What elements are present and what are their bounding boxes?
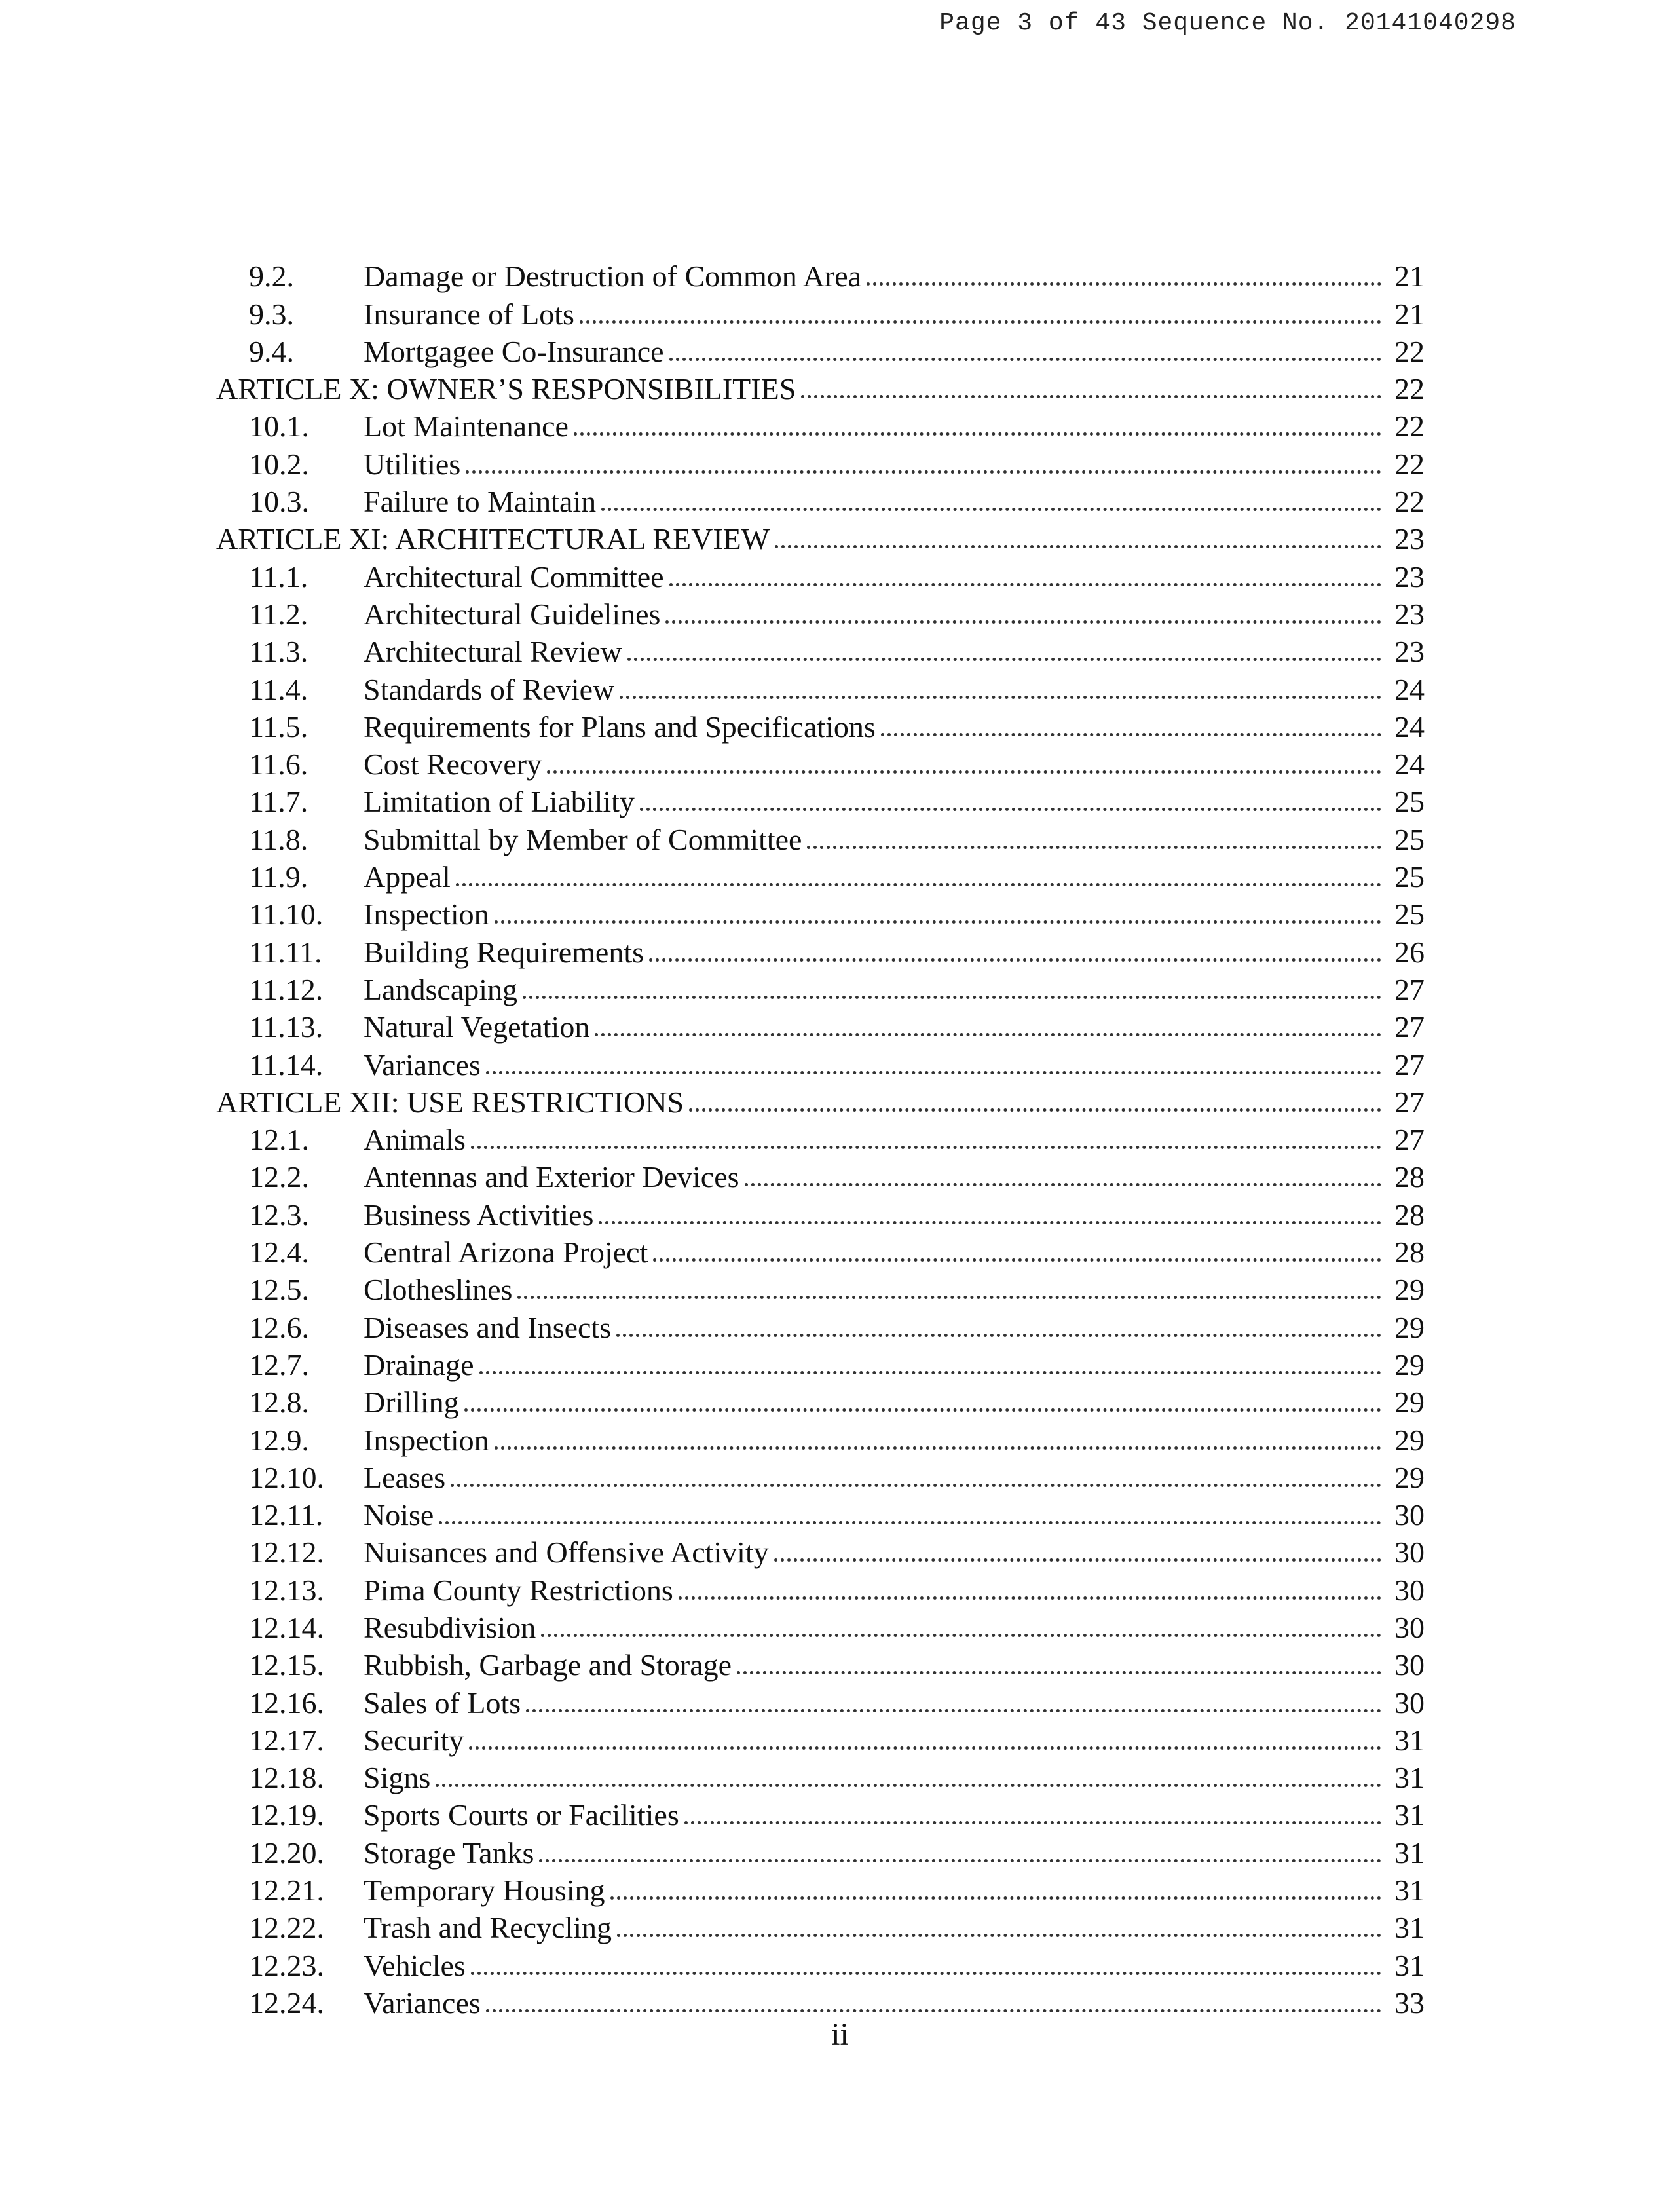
- toc-section-title: Nuisances and Offensive Activity: [364, 1536, 769, 1570]
- toc-article-title: ARTICLE XII: USE RESTRICTIONS: [216, 1085, 684, 1119]
- toc-section-title: Pima County Restrictions: [364, 1573, 673, 1607]
- toc-section-row: [216, 1756, 1425, 1793]
- toc-section-number: 12.4.: [249, 1235, 309, 1270]
- toc-section-row: [216, 254, 1425, 292]
- toc-section-row: [216, 330, 1425, 367]
- toc-section-title: Animals: [364, 1123, 466, 1157]
- toc-section-number: 12.21.: [249, 1874, 324, 1908]
- toc-page-number: 21: [1394, 259, 1425, 293]
- toc-page-number: 23: [1394, 559, 1425, 594]
- toc-section-number: 10.2.: [249, 447, 309, 481]
- dot-leader: [684, 1821, 1381, 1824]
- toc-section-row: [216, 1268, 1425, 1305]
- toc-section-row: [216, 1230, 1425, 1268]
- toc-page-number: 31: [1394, 1836, 1425, 1870]
- toc-section-title: Utilities: [364, 447, 461, 481]
- toc-section-title: Inspection: [364, 1423, 489, 1457]
- toc-section-title: Failure to Maintain: [364, 485, 597, 519]
- dot-leader: [469, 1746, 1381, 1750]
- toc-page-number: 24: [1394, 747, 1425, 782]
- toc-page-number: 23: [1394, 597, 1425, 631]
- dot-leader: [807, 846, 1381, 849]
- toc-page-number: 31: [1394, 1723, 1425, 1757]
- dot-leader: [679, 1596, 1381, 1600]
- toc-section-row: [216, 1343, 1425, 1380]
- toc-section-number: 12.5.: [249, 1273, 309, 1307]
- toc-section-row: [216, 780, 1425, 817]
- toc-section-title: Natural Vegetation: [364, 1010, 590, 1044]
- toc-section-row: [216, 1830, 1425, 1868]
- toc-section-row: [216, 855, 1425, 892]
- toc-section-title: Antennas and Exterior Devices: [364, 1160, 739, 1194]
- toc-page-number: 29: [1394, 1385, 1425, 1420]
- dot-leader: [479, 1371, 1381, 1374]
- dot-leader: [439, 1521, 1381, 1524]
- toc-section-number: 11.10.: [249, 897, 324, 932]
- dot-leader: [610, 1896, 1381, 1900]
- toc-page-number: 28: [1394, 1160, 1425, 1194]
- toc-section-row: [216, 1906, 1425, 1943]
- toc-page-number: 30: [1394, 1648, 1425, 1682]
- toc-section-title: Drilling: [364, 1385, 459, 1420]
- toc-section-row: [216, 1005, 1425, 1042]
- toc-section-title: Noise: [364, 1498, 434, 1532]
- dot-leader: [471, 1972, 1381, 1975]
- toc-page-number: 23: [1394, 522, 1425, 556]
- dot-leader: [653, 1258, 1381, 1262]
- toc-section-number: 12.22.: [249, 1911, 324, 1945]
- toc-section-title: Limitation of Liability: [364, 785, 635, 819]
- toc-section-row: [216, 1943, 1425, 1980]
- toc-section-number: 12.20.: [249, 1836, 324, 1870]
- toc-section-title: Architectural Guidelines: [364, 597, 661, 631]
- toc-section-title: Architectural Review: [364, 635, 622, 669]
- dot-leader: [601, 508, 1381, 511]
- dot-leader: [640, 808, 1381, 811]
- toc-section-number: 12.6.: [249, 1310, 309, 1344]
- toc-page-number: 30: [1394, 1686, 1425, 1720]
- toc-section-title: Leases: [364, 1460, 446, 1494]
- dot-leader: [616, 1334, 1381, 1337]
- toc-page-number: 22: [1394, 334, 1425, 368]
- toc-page-number: 27: [1394, 1085, 1425, 1119]
- toc-section-number: 12.1.: [249, 1123, 309, 1157]
- toc-section-row: [216, 1155, 1425, 1192]
- dot-leader: [627, 658, 1381, 661]
- toc-section-number: 9.3.: [249, 297, 294, 331]
- toc-section-row: [216, 480, 1425, 517]
- toc-section-row: [216, 1643, 1425, 1680]
- toc-section-number: 12.16.: [249, 1686, 324, 1720]
- toc-section-number: 12.14.: [249, 1610, 324, 1644]
- dot-leader: [523, 996, 1381, 999]
- toc-page-number: 22: [1394, 409, 1425, 443]
- toc-section-row: [216, 1718, 1425, 1756]
- toc-page-number: 29: [1394, 1423, 1425, 1457]
- fax-header-line: Page 3 of 43 Sequence No. 20141040298: [939, 9, 1516, 37]
- toc-section-title: Inspection: [364, 897, 489, 932]
- toc-section-title: Storage Tanks: [364, 1836, 534, 1870]
- toc-page-number: 23: [1394, 635, 1425, 669]
- toc-section-title: Security: [364, 1723, 464, 1757]
- toc-page-number: 22: [1394, 372, 1425, 406]
- toc-section-title: Variances: [364, 1047, 481, 1082]
- toc-section-row: [216, 592, 1425, 630]
- toc-section-title: Signs: [364, 1761, 431, 1795]
- toc-section-title: Vehicles: [364, 1948, 466, 1982]
- toc-section-number: 9.2.: [249, 259, 294, 293]
- dot-leader: [801, 395, 1381, 398]
- dot-leader: [649, 958, 1381, 962]
- toc-section-number: 11.1.: [249, 559, 308, 594]
- toc-section-number: 12.2.: [249, 1160, 309, 1194]
- toc-page-number: 27: [1394, 972, 1425, 1006]
- toc-section-row: [216, 1493, 1425, 1530]
- dot-leader: [774, 1558, 1381, 1562]
- toc-section-title: Rubbish, Garbage and Storage: [364, 1648, 732, 1682]
- toc-section-number: 10.1.: [249, 409, 309, 443]
- toc-page-number: 27: [1394, 1010, 1425, 1044]
- toc-page-number: 24: [1394, 709, 1425, 744]
- toc-section-number: 11.11.: [249, 935, 322, 969]
- toc-section-number: 11.6.: [249, 747, 308, 782]
- toc-article-row: [216, 1080, 1425, 1118]
- toc-section-title: Standards of Review: [364, 672, 615, 706]
- toc-section-title: Trash and Recycling: [364, 1911, 612, 1945]
- toc-section-title: Clotheslines: [364, 1273, 513, 1307]
- toc-page-number: 25: [1394, 860, 1425, 894]
- toc-section-row: [216, 667, 1425, 704]
- dot-leader: [539, 1859, 1381, 1862]
- dot-leader: [456, 883, 1381, 886]
- toc-section-number: 11.4.: [249, 672, 308, 706]
- toc-section-number: 11.5.: [249, 709, 308, 744]
- table-of-contents: [216, 254, 1425, 2018]
- toc-section-title: Diseases and Insects: [364, 1310, 612, 1344]
- toc-section-row: [216, 1418, 1425, 1455]
- toc-section-number: 11.8.: [249, 822, 308, 856]
- toc-section-number: 12.23.: [249, 1948, 324, 1982]
- toc-section-number: 12.15.: [249, 1648, 324, 1682]
- toc-section-number: 11.7.: [249, 785, 308, 819]
- toc-section-row: [216, 1793, 1425, 1830]
- toc-section-row: [216, 892, 1425, 930]
- toc-article-row: [216, 367, 1425, 404]
- toc-section-number: 11.9.: [249, 860, 308, 894]
- dot-leader: [436, 1784, 1381, 1787]
- toc-page-number: 31: [1394, 1798, 1425, 1832]
- toc-page-number: 25: [1394, 785, 1425, 819]
- dot-leader: [495, 1446, 1381, 1450]
- toc-page-number: 29: [1394, 1460, 1425, 1494]
- toc-section-number: 12.13.: [249, 1573, 324, 1607]
- toc-section-number: 12.11.: [249, 1498, 324, 1532]
- dot-leader: [665, 620, 1381, 624]
- dot-leader: [595, 1033, 1381, 1036]
- dot-leader: [464, 1408, 1381, 1412]
- toc-section-number: 12.12.: [249, 1536, 324, 1570]
- toc-page-number: 31: [1394, 1948, 1425, 1982]
- dot-leader: [669, 358, 1381, 361]
- page-number: ii: [831, 2017, 849, 2052]
- toc-section-row: [216, 630, 1425, 667]
- toc-section-row: [216, 404, 1425, 442]
- toc-page-number: 28: [1394, 1235, 1425, 1270]
- toc-page-number: 29: [1394, 1348, 1425, 1382]
- toc-section-row: [216, 1530, 1425, 1568]
- dot-leader: [471, 1146, 1381, 1149]
- dot-leader: [881, 733, 1381, 736]
- toc-page-number: 33: [1394, 1986, 1425, 2020]
- toc-section-title: Insurance of Lots: [364, 297, 574, 331]
- toc-section-title: Requirements for Plans and Specifications: [364, 709, 876, 744]
- toc-section-title: Damage or Destruction of Common Area: [364, 259, 862, 293]
- toc-section-title: Landscaping: [364, 972, 518, 1006]
- toc-page-number: 30: [1394, 1610, 1425, 1644]
- toc-page-number: 27: [1394, 1123, 1425, 1157]
- dot-leader: [574, 432, 1381, 436]
- dot-leader: [541, 1634, 1381, 1637]
- toc-article-row: [216, 517, 1425, 554]
- dot-leader: [486, 1071, 1381, 1074]
- toc-page-number: 21: [1394, 297, 1425, 331]
- dot-leader: [466, 470, 1381, 474]
- toc-section-row: [216, 1042, 1425, 1080]
- toc-page-number: 25: [1394, 897, 1425, 932]
- toc-section-title: Drainage: [364, 1348, 474, 1382]
- toc-section-number: 12.3.: [249, 1197, 309, 1232]
- toc-section-number: 11.3.: [249, 635, 308, 669]
- toc-article-title: ARTICLE X: OWNER’S RESPONSIBILITIES: [216, 372, 796, 406]
- toc-section-row: [216, 1868, 1425, 1906]
- toc-page-number: 25: [1394, 822, 1425, 856]
- toc-section-number: 11.14.: [249, 1047, 324, 1082]
- toc-section-number: 12.8.: [249, 1385, 309, 1420]
- dot-leader: [451, 1484, 1381, 1487]
- dot-leader: [775, 545, 1381, 548]
- toc-section-number: 11.2.: [249, 597, 308, 631]
- toc-page-number: 24: [1394, 672, 1425, 706]
- dot-leader: [486, 2009, 1381, 2012]
- toc-section-row: [216, 968, 1425, 1005]
- dot-leader: [737, 1671, 1381, 1674]
- toc-page-number: 22: [1394, 485, 1425, 519]
- toc-page-number: 31: [1394, 1911, 1425, 1945]
- dot-leader: [517, 1296, 1381, 1299]
- toc-section-number: 12.7.: [249, 1348, 309, 1382]
- toc-page-number: 28: [1394, 1197, 1425, 1232]
- dot-leader: [745, 1183, 1381, 1186]
- toc-section-number: 12.10.: [249, 1460, 324, 1494]
- toc-section-row: [216, 1192, 1425, 1230]
- toc-section-title: Central Arizona Project: [364, 1235, 648, 1270]
- toc-page-number: 30: [1394, 1498, 1425, 1532]
- toc-section-row: [216, 705, 1425, 742]
- dot-leader: [689, 1108, 1381, 1112]
- toc-section-row: [216, 742, 1425, 780]
- toc-section-row: [216, 554, 1425, 592]
- toc-section-row: [216, 1981, 1425, 2018]
- toc-section-number: 12.18.: [249, 1761, 324, 1795]
- toc-section-number: 12.19.: [249, 1798, 324, 1832]
- toc-section-title: Variances: [364, 1986, 481, 2020]
- toc-section-title: Resubdivision: [364, 1610, 536, 1644]
- toc-section-title: Mortgagee Co-Insurance: [364, 334, 664, 368]
- toc-page-number: 22: [1394, 447, 1425, 481]
- toc-section-row: [216, 817, 1425, 854]
- dot-leader: [526, 1709, 1381, 1712]
- dot-leader: [580, 320, 1381, 324]
- toc-section-title: Architectural Committee: [364, 559, 664, 594]
- dot-leader: [669, 583, 1381, 586]
- toc-section-title: Business Activities: [364, 1197, 594, 1232]
- toc-section-title: Cost Recovery: [364, 747, 542, 782]
- dot-leader: [599, 1221, 1381, 1224]
- toc-section-row: [216, 1680, 1425, 1718]
- dot-leader: [867, 282, 1381, 286]
- toc-section-row: [216, 1305, 1425, 1342]
- toc-page-number: 27: [1394, 1047, 1425, 1082]
- toc-article-title: ARTICLE XI: ARCHITECTURAL REVIEW: [216, 522, 770, 556]
- toc-section-row: [216, 442, 1425, 479]
- dot-leader: [620, 696, 1381, 699]
- toc-section-row: [216, 1118, 1425, 1155]
- toc-section-title: Building Requirements: [364, 935, 644, 969]
- toc-page-number: 31: [1394, 1761, 1425, 1795]
- toc-section-number: 11.13.: [249, 1010, 324, 1044]
- toc-section-row: [216, 1380, 1425, 1418]
- toc-section-title: Lot Maintenance: [364, 409, 569, 443]
- toc-section-number: 12.9.: [249, 1423, 309, 1457]
- toc-section-row: [216, 1568, 1425, 1605]
- toc-section-row: [216, 1606, 1425, 1643]
- dot-leader: [495, 920, 1381, 924]
- toc-section-title: Appeal: [364, 860, 451, 894]
- toc-page-number: 30: [1394, 1536, 1425, 1570]
- toc-section-title: Temporary Housing: [364, 1874, 605, 1908]
- toc-section-title: Sales of Lots: [364, 1686, 521, 1720]
- toc-page-number: 30: [1394, 1573, 1425, 1607]
- toc-section-number: 11.12.: [249, 972, 324, 1006]
- toc-section-row: [216, 1456, 1425, 1493]
- toc-section-number: 12.24.: [249, 1986, 324, 2020]
- toc-section-title: Submittal by Member of Committee: [364, 822, 802, 856]
- toc-page-number: 29: [1394, 1310, 1425, 1344]
- dot-leader: [547, 770, 1381, 774]
- toc-section-title: Sports Courts or Facilities: [364, 1798, 679, 1832]
- dot-leader: [617, 1934, 1381, 1937]
- toc-section-number: 10.3.: [249, 485, 309, 519]
- toc-section-row: [216, 930, 1425, 967]
- toc-section-number: 12.17.: [249, 1723, 324, 1757]
- toc-section-number: 9.4.: [249, 334, 294, 368]
- toc-page-number: 31: [1394, 1874, 1425, 1908]
- toc-page-number: 26: [1394, 935, 1425, 969]
- toc-section-row: [216, 292, 1425, 329]
- toc-page-number: 29: [1394, 1273, 1425, 1307]
